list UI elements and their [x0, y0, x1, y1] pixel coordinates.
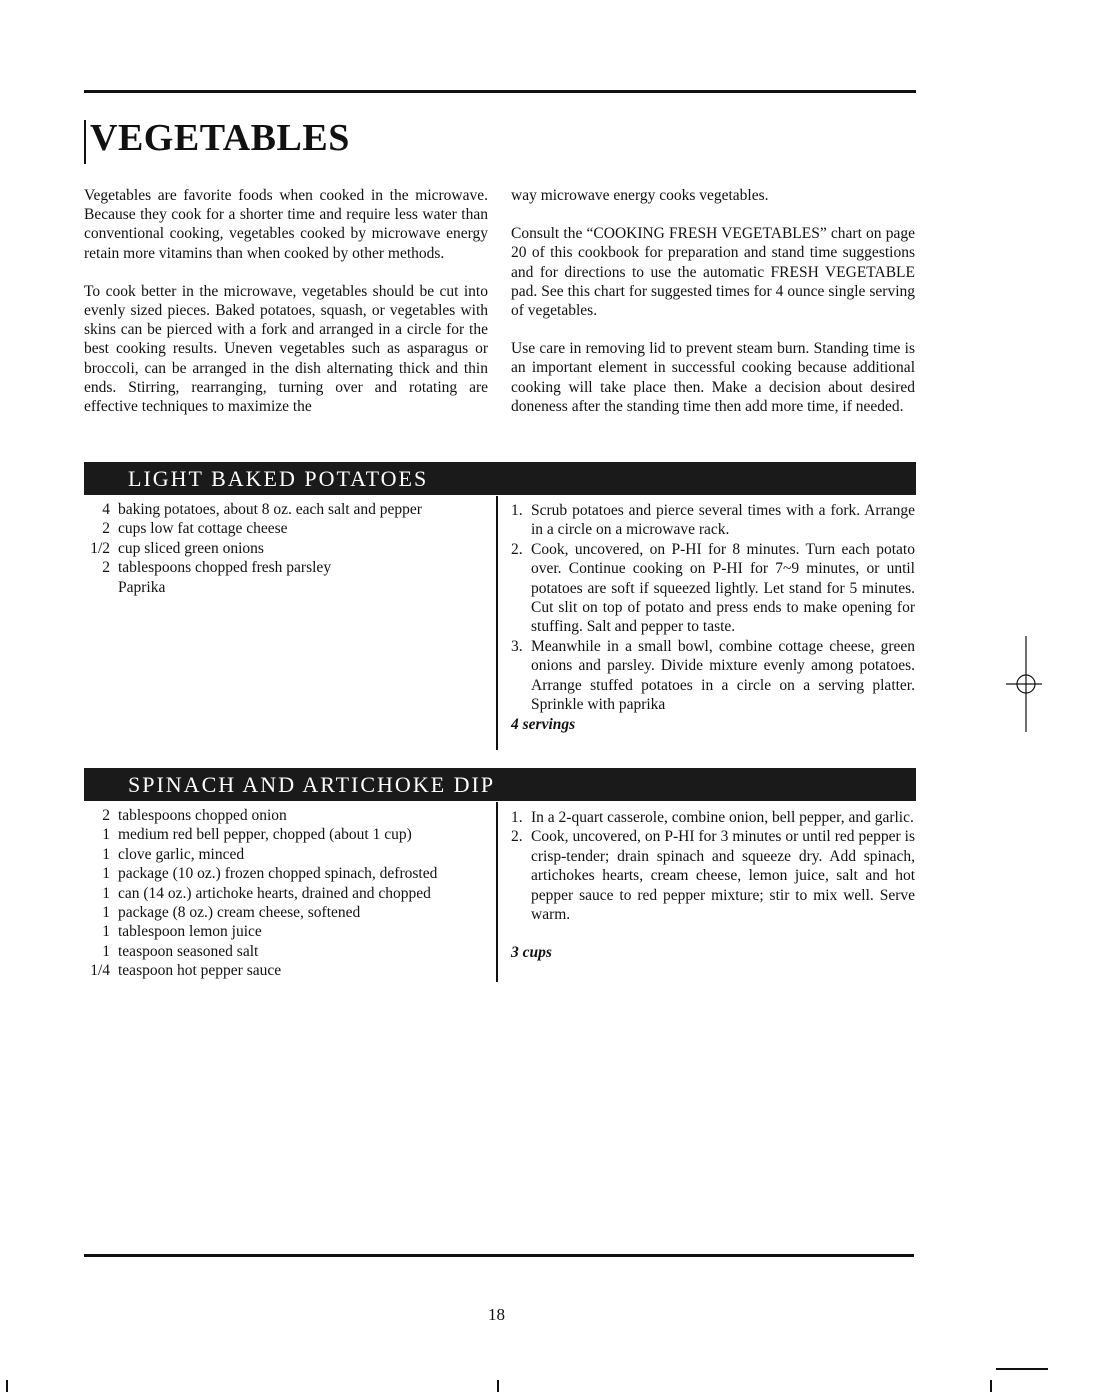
step-item [511, 808, 915, 827]
ingredient-item [84, 806, 484, 825]
ingredient-text: medium red bell pepper, chopped (about 1 cup) [118, 826, 412, 844]
ingredient-qty: 1/2 [90, 539, 110, 557]
ingredient-text: Paprika [118, 578, 166, 596]
ingredient-text: tablespoons chopped onion [118, 807, 287, 824]
column-divider [496, 802, 498, 982]
step-item [511, 540, 915, 637]
ingredient-qty: 2 [102, 559, 110, 577]
ingredient-text: package (10 oz.) frozen chopped spinach, defrosted [118, 865, 438, 883]
ingredient-text: cup sliced green onions [118, 539, 264, 557]
ingredient-list [84, 806, 484, 981]
step-item [511, 501, 915, 540]
ingredient-item [84, 942, 484, 961]
ingredient-qty: 1 [102, 904, 110, 922]
ingredient-text: cups low fat cottage cheese [118, 520, 288, 538]
step-number: 1. [511, 502, 523, 519]
ingredient-qty: 2 [102, 520, 110, 538]
step-list [511, 808, 915, 924]
ingredient-item [84, 539, 484, 558]
step-text: Cook, uncovered, on P-HI for 8 minutes. Turn each potato over. Continue cooking on P-HI for 7~9 minutes, or until potatoes are soft if squeezed lightly. Let stand for 5 minutes. Cut slit on top of potato and press ends to make opening for stuffing. Salt and pepper to taste. [531, 540, 915, 636]
step-item [511, 637, 915, 715]
ingredient-qty: 1 [102, 923, 110, 941]
ingredient-item [84, 922, 484, 941]
ingredient-qty: 1 [102, 884, 110, 902]
column-divider [496, 496, 498, 750]
ingredient-text: teaspoon seasoned salt [118, 942, 259, 960]
intro-left-column [84, 186, 488, 435]
crop-mark [996, 1368, 1048, 1370]
intro-paragraph: Use care in removing lid to prevent steam burn. Standing time is an important element in successful cooking because additional cooking will take place then. Make a decision about desired doneness after the standing time then add more time, if needed. [511, 340, 915, 415]
step-number: 1. [511, 809, 523, 826]
recipe-title: SPINACH AND ARTICHOKE DIP [128, 772, 496, 797]
ingredient-qty [84, 578, 110, 597]
ingredient-item [84, 884, 484, 903]
ingredient-item [84, 500, 484, 519]
ingredient-item [84, 558, 484, 577]
recipe-yield: 4 servings [511, 716, 576, 733]
ingredient-qty: 1 [102, 942, 110, 960]
intro-paragraph: To cook better in the microwave, vegetables should be cut into evenly sized pieces. Baked potatoes, squash, or vegetables with skins can be pierced with a fork and arranged in a circle for the best cooking results. Uneven vegetables such as asparagus or broccoli, can be arranged in the dish alternating thick and thin ends. Stirring, rearranging, turning over and rotating are effective techniques to maximize the [84, 282, 488, 416]
step-list [511, 501, 915, 714]
step-text: Meanwhile in a small bowl, combine cottage cheese, green onions and parsley. Divide mixture evenly among potatoes. Arrange stuffed potatoes in a circle on a serving platter. Sprinkle with paprika [531, 637, 915, 714]
ingredient-text: baking potatoes, about 8 oz. each salt and pepper [118, 501, 422, 518]
ingredient-text: teaspoon hot pepper sauce [118, 962, 282, 980]
ingredient-text: tablespoon lemon juice [118, 923, 262, 941]
intro-paragraph: Consult the “COOKING FRESH VEGETABLES” chart on page 20 of this cookbook for preparation and stand time suggestions and for directions to use the automatic FRESH VEGETABLE pad. See this chart for suggested times for 4 ounce single serving of vegetables. [511, 225, 915, 320]
crop-mark [990, 1380, 992, 1392]
step-number: 2. [511, 540, 523, 558]
intro-paragraph: way microwave energy cooks vegetables. [511, 187, 769, 204]
recipe-header-light-baked-potatoes [84, 462, 916, 495]
page-title: VEGETABLES [90, 117, 350, 159]
step-text: In a 2-quart casserole, combine onion, bell pepper, and garlic. [531, 809, 914, 826]
step-text: Scrub potatoes and pierce several times with a fork. Arrange in a circle on a microwave rack. [531, 502, 915, 539]
step-item [511, 827, 915, 924]
ingredient-list [84, 500, 484, 597]
ingredient-qty: 2 [102, 807, 110, 824]
intro-right-column [511, 186, 915, 435]
crop-mark [497, 1380, 499, 1392]
ingredient-item [84, 825, 484, 844]
recipe-yield: 3 cups [511, 944, 552, 961]
top-rule [84, 90, 916, 93]
ingredient-qty: 1 [102, 845, 110, 863]
ingredient-item [84, 961, 484, 980]
title-bar [84, 120, 86, 164]
registration-mark-icon [1004, 636, 1044, 732]
ingredient-item [84, 864, 484, 883]
ingredient-item [84, 578, 484, 597]
ingredient-text: clove garlic, minced [118, 845, 245, 863]
ingredient-qty: 1/4 [90, 962, 110, 980]
step-text: Cook, uncovered, on P-HI for 3 minutes or until red pepper is crisp-tender; drain spinach and squeeze dry. Add spinach, artichokes hearts, cream cheese, lemon juice, salt and hot pepper sauce to red pepper mixture; stir to mix well. Serve warm. [531, 828, 915, 924]
ingredient-item [84, 845, 484, 864]
ingredient-text: can (14 oz.) artichoke hearts, drained and chopped [118, 884, 431, 902]
bottom-rule [84, 1254, 914, 1257]
intro-paragraph: Vegetables are favorite foods when cooked in the microwave. Because they cook for a shorter time and require less water than conventional cooking, vegetables cooked by microwave energy retain more vitamins than when cooked by other methods. [84, 187, 488, 262]
step-number: 2. [511, 828, 523, 846]
crop-mark [6, 1380, 8, 1392]
step-number: 3. [511, 637, 523, 655]
page-number: 18 [488, 1305, 505, 1324]
ingredient-item [84, 519, 484, 538]
ingredient-text: package (8 oz.) cream cheese, softened [118, 904, 361, 922]
ingredient-qty: 4 [102, 501, 110, 518]
ingredient-qty: 1 [102, 865, 110, 883]
ingredient-item [84, 903, 484, 922]
recipe-title: LIGHT BAKED POTATOES [128, 466, 429, 491]
ingredient-text: tablespoons chopped fresh parsley [118, 559, 332, 577]
ingredient-qty: 1 [102, 826, 110, 844]
recipe-header-spinach-artichoke-dip [84, 768, 916, 801]
